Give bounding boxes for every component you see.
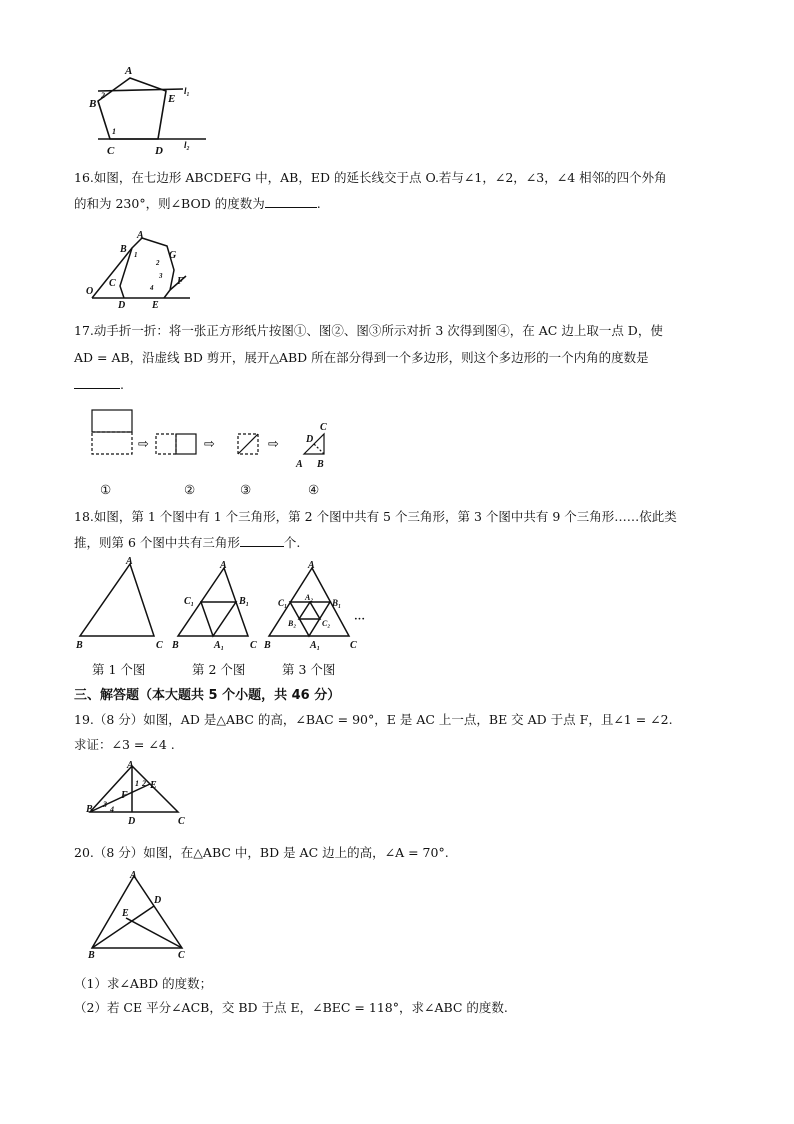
svg-text:3: 3 (103, 800, 107, 809)
svg-text:C: C (178, 950, 185, 961)
svg-text:B₂: B₂ (288, 619, 297, 628)
svg-text:B: B (172, 640, 179, 651)
q18-suffix: 个. (283, 535, 301, 550)
svg-text:1: 1 (112, 127, 116, 136)
fold-step2-solid (176, 434, 196, 454)
q16-period: . (316, 196, 321, 211)
svg-text:A: A (137, 230, 144, 241)
svg-text:D: D (128, 816, 136, 827)
q17-period: . (120, 377, 124, 392)
section-heading: 三、解答题（本大题共 5 个小题，共 46 分） (74, 688, 341, 703)
svg-text:B: B (120, 244, 127, 255)
svg-text:C: C (178, 816, 185, 827)
svg-text:C: C (320, 422, 327, 433)
svg-text:2: 2 (101, 91, 105, 100)
svg-text:D: D (155, 145, 163, 157)
svg-text:G: G (169, 250, 177, 261)
caption-q18-fig3: 第 3 个图 (282, 662, 336, 677)
svg-text:C: C (250, 640, 257, 651)
svg-text:4: 4 (150, 284, 154, 292)
svg-text:4: 4 (110, 805, 114, 814)
fold-step1-solid (92, 410, 132, 432)
svg-text:⇨: ⇨ (204, 436, 215, 451)
q20-sub2: （2）若 CE 平分∠ACB，交 BD 于点 E，∠BEC = 118°，求∠ABC 的度数. (74, 1000, 508, 1015)
svg-text:A: A (125, 65, 133, 77)
svg-text:E: E (122, 908, 129, 919)
svg-text:F: F (177, 276, 184, 287)
q19-line2: 求证：∠3 = ∠4 . (74, 737, 175, 752)
svg-text:···: ··· (354, 613, 366, 625)
fold-step3-diagonal (238, 434, 258, 454)
svg-text:l₂: l₂ (184, 140, 190, 150)
svg-text:A: A (308, 560, 315, 571)
triangle-fig2-inner (201, 602, 236, 636)
svg-text:B: B (264, 640, 271, 651)
svg-text:B: B (89, 98, 97, 110)
fold-step1-dashed (92, 432, 132, 454)
svg-text:C₁: C₁ (184, 596, 195, 607)
svg-text:B: B (86, 804, 93, 815)
svg-text:B₁: B₁ (332, 598, 342, 608)
svg-text:E: E (152, 300, 159, 311)
fold-step2-dashed (156, 434, 176, 454)
caption-fig1: ① (100, 482, 112, 497)
pentagon (98, 78, 166, 139)
svg-text:A₁: A₁ (214, 640, 225, 651)
svg-text:D: D (306, 434, 314, 445)
figure-q17-folding (88, 406, 338, 476)
svg-text:1: 1 (135, 779, 139, 788)
svg-text:2: 2 (142, 779, 146, 788)
triangle-fig3-inner (299, 602, 320, 619)
q16-line1: 16.如图，在七边形 ABCDEFG 中，AB，ED 的延长线交于点 O.若与∠1，∠2，∠3，∠4 相邻的四个外角 (74, 170, 667, 185)
q18-line1: 18.如图，第 1 个图中有 1 个三角形，第 2 个图中共有 5 个三角形，第 3 个图中共有 9 个三角形……依此类 (74, 509, 677, 524)
fold-step4-cut-line (314, 444, 324, 454)
heptagon-outline (92, 238, 174, 298)
svg-text:E: E (168, 93, 176, 105)
svg-text:B: B (317, 459, 324, 470)
svg-text:⇨: ⇨ (138, 436, 149, 451)
figure-q19 (84, 762, 184, 828)
svg-text:D: D (118, 300, 126, 311)
svg-text:A₁: A₁ (310, 640, 321, 651)
figure-q16 (82, 228, 202, 311)
q20-sub1: （1）求∠ABD 的度数； (74, 976, 213, 991)
svg-text:A: A (220, 560, 227, 571)
svg-text:A: A (130, 870, 137, 881)
caption-q18-fig1: 第 1 个图 (92, 662, 146, 677)
svg-text:A: A (126, 556, 133, 567)
svg-text:B: B (88, 950, 95, 961)
svg-text:C: C (109, 278, 116, 289)
svg-text:A: A (127, 760, 134, 771)
svg-text:C: C (107, 145, 115, 157)
svg-text:D: D (154, 895, 162, 906)
answer-blank-q18 (240, 532, 284, 547)
triangle-fig1 (80, 564, 154, 636)
q19-line1: 19.（8 分）如图，AD 是△ABC 的高，∠BAC = 90°，E 是 AC 上一点，BE 交 AD 于点 F，且∠1 = ∠2. (74, 712, 673, 727)
svg-text:B₁: B₁ (239, 596, 250, 607)
svg-text:1: 1 (134, 251, 138, 259)
svg-text:B: B (76, 640, 83, 651)
svg-text:A₂: A₂ (305, 593, 314, 602)
svg-text:O: O (86, 286, 94, 297)
triangle-abc (92, 876, 182, 948)
q17-line3 (74, 374, 124, 395)
caption-fig4: ④ (308, 482, 320, 497)
svg-text:l₁: l₁ (184, 86, 190, 96)
q16-line2 (74, 193, 321, 214)
q18-line2 (74, 532, 300, 553)
figure-q18-triangles (74, 556, 374, 651)
svg-text:3: 3 (159, 272, 163, 280)
svg-text:C₂: C₂ (322, 619, 331, 628)
svg-text:F: F (121, 790, 128, 801)
svg-text:A: A (296, 459, 303, 470)
q17-line1: 17.动手折一折：将一张正方形纸片按图①、图②、图③所示对折 3 次得到图④，在 AC 边上取一点 D，使 (74, 323, 663, 338)
q20-line1: 20.（8 分）如图，在△ABC 中，BD 是 AC 边上的高，∠A = 70°. (74, 845, 449, 860)
svg-text:C₁: C₁ (278, 598, 288, 608)
caption-fig3: ③ (240, 482, 252, 497)
svg-text:⇨: ⇨ (268, 436, 279, 451)
q18-line2-text: 推，则第 6 个图中共有三角形 (74, 535, 240, 550)
figure-q15 (80, 62, 210, 158)
segment-be (90, 784, 150, 812)
caption-fig2: ② (184, 482, 196, 497)
caption-q18-fig2: 第 2 个图 (192, 662, 246, 677)
figure-q20 (84, 868, 194, 960)
svg-text:E: E (150, 780, 157, 791)
answer-blank-q17 (74, 374, 120, 389)
svg-text:2: 2 (156, 259, 160, 267)
q17-line2: AD = AB，沿虚线 BD 剪开，展开△ABD 所在部分得到一个多边形，则这个多边形的一个内角的度数是 (74, 350, 649, 365)
bisector-ce (126, 918, 182, 948)
svg-text:C: C (350, 640, 357, 651)
svg-text:C: C (156, 640, 163, 651)
line-l1 (98, 89, 183, 91)
q16-line2-text: 的和为 230°，则∠BOD 的度数为 (74, 196, 265, 211)
answer-blank-q16 (265, 193, 317, 208)
